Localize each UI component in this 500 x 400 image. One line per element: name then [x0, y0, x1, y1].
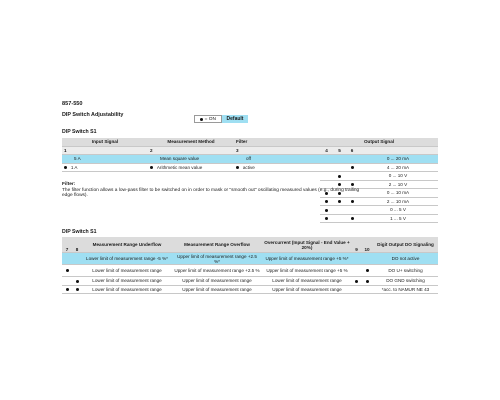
table-row [62, 155, 438, 164]
header-output-signal: Output Signal [320, 138, 438, 146]
on-dot-icon [338, 175, 341, 178]
header-filter: Filter [234, 138, 320, 146]
overflow-r3: Upper limit of measurement range [172, 277, 262, 286]
overflow-r2: Upper limit of measurement range +2.5 % [172, 265, 262, 277]
output-2-10ma: 2 ... 10 mA [358, 197, 438, 206]
table-row [62, 214, 438, 223]
header-digital-output: Digit Output DO Signaling [373, 237, 438, 253]
model-number: 857-550 [62, 101, 83, 107]
dot-icon [200, 118, 203, 121]
switch-4: 4 [320, 146, 333, 155]
input-1a: 1 A [70, 164, 78, 170]
table2-header [62, 237, 438, 253]
on-dot-icon [325, 200, 328, 203]
underflow-r3: Lower limit of measurement range [82, 277, 172, 286]
table1-switch-numbers [62, 146, 438, 155]
do-not-active: DO not active [373, 253, 438, 265]
do-gnd-switching: DO GND switching [373, 277, 438, 286]
overflow-default: Upper limit of measurement range +2.5 %* [172, 253, 262, 265]
switch-1: 1 [62, 146, 148, 155]
overcurrent-default: Upper limit of measurement range +5 %* [262, 253, 352, 265]
table-row [62, 285, 438, 294]
underflow-r2: Lower limit of measurement range [82, 265, 172, 277]
overcurrent-r3: Lower limit of measurement range [262, 277, 352, 286]
output-4-20ma: 4 ... 20 mA [358, 163, 438, 172]
output-0-10ma: 0 ... 10 mA [358, 189, 438, 198]
header-input-signal: Input Signal [62, 138, 148, 146]
output-0-5v: 0 ... 5 V [358, 206, 438, 215]
on-dot-icon [66, 269, 69, 272]
output-1-5v: 1 ... 5 V [358, 214, 438, 223]
header-overflow: Measurement Range Overflow [172, 237, 262, 253]
header-underflow: Measurement Range Underflow [82, 237, 172, 253]
switch-5: 5 [333, 146, 346, 155]
underflow-default: Lower limit of measurement range -5 %* [82, 253, 172, 265]
dip-switch-table-2 [62, 237, 438, 294]
dip-switch-table-1 [62, 138, 438, 223]
switch-10: 10 [361, 237, 373, 253]
filter-off: off [234, 155, 320, 164]
filter-note [62, 182, 362, 199]
on-dot-icon [66, 288, 69, 291]
underflow-r4: Lower limit of measurement range [82, 285, 172, 294]
section1-title: DIP Switch S1 [62, 129, 97, 135]
switch-9: 9 [352, 237, 361, 253]
filter-note-text: The filter function allows a low-pass filter to be switched on in order to mask or "smooth out" oscillating measured values (e.g., during trailing edge flows). [62, 187, 360, 199]
legend-default: Default [222, 115, 248, 123]
on-dot-icon [338, 200, 341, 203]
on-dot-icon [76, 288, 79, 291]
on-dot-icon [76, 280, 79, 283]
on-dot-icon [351, 217, 354, 220]
input-5a: 5 A [62, 155, 148, 164]
on-dot-icon [150, 166, 153, 169]
overcurrent-r2: Upper limit of measurement range +5 % [262, 265, 352, 277]
on-dot-icon [64, 166, 67, 169]
switch-8: 8 [72, 237, 82, 253]
on-dot-icon [366, 280, 369, 283]
output-2-10v: 2 ... 10 V [358, 180, 438, 189]
overflow-r4: Upper limit of measurement range [172, 285, 262, 294]
namur-note: *acc. to NAMUR NE 43 [373, 285, 438, 294]
switch-6: 6 [346, 146, 358, 155]
switch-2: 2 [148, 146, 234, 155]
legend-on [194, 115, 222, 123]
table-row [62, 163, 438, 172]
on-dot-icon [236, 166, 239, 169]
header-measurement-method: Measurement Method [148, 138, 234, 146]
on-dot-icon [355, 280, 358, 283]
output-0-10v: 0 ... 10 V [358, 172, 438, 181]
table-row [62, 277, 438, 286]
method-mean-square: Mean square value [148, 155, 234, 164]
on-dot-icon [351, 166, 354, 169]
overcurrent-r4: Upper limit of measurement range [262, 285, 352, 294]
table-row [62, 206, 438, 215]
section2-title: DIP Switch S1 [62, 229, 97, 235]
on-dot-icon [325, 209, 328, 212]
table-row [62, 265, 438, 277]
on-dot-icon [366, 269, 369, 272]
switch-7: 7 [62, 237, 72, 253]
table1-header [62, 138, 438, 146]
switch-3: 3 [234, 146, 320, 155]
on-dot-icon [351, 200, 354, 203]
header-overcurrent: Overcurrent (Input Signal - End Value + 20%) [262, 237, 352, 253]
output-0-20ma: 0 ... 20 mA [358, 155, 438, 164]
on-dot-icon [325, 217, 328, 220]
table-row [62, 253, 438, 265]
legend-on-label: = ON [204, 116, 216, 122]
filter-active: active [242, 164, 255, 170]
page-subtitle: DIP Switch Adjustability [62, 112, 124, 118]
method-arithmetic: Arithmetic mean value [156, 164, 203, 170]
filter-note-title: Filter: [62, 182, 76, 187]
table-row [62, 172, 438, 181]
do-u-switching: DO U+ switching [373, 265, 438, 277]
